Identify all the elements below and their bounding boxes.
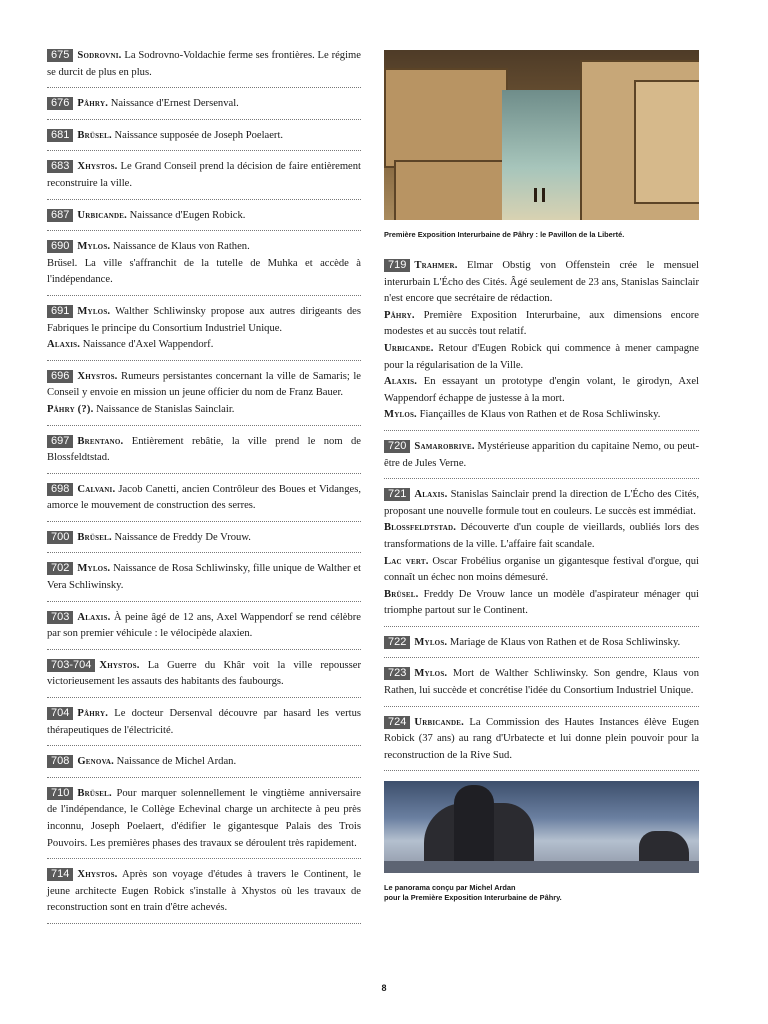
place-name: Brüsel. xyxy=(384,588,419,600)
place-name: Alaxis. xyxy=(384,376,418,388)
entry-text: Pour marquer solennellement le vingtième anniversaire de l'indépendance, le Collège Echevinal charge un architecte à peu près inconnu, Joseph Poelaert, d'édifier le gigantesque Palais des Trois Pouvoirs. Les premières phases des travaux se déroulent très rapidement. xyxy=(47,787,361,849)
entry-text: Découverte d'un couple de vieillards, oubliés lors des transformations de la ville. L'affaire fait scandale. xyxy=(384,522,699,550)
timeline-entry xyxy=(47,754,361,778)
entry-text: Jacob Canetti, ancien Contrôleur des Boues et Vidanges, amorce le mouvement de construction des serres. xyxy=(47,483,361,512)
place-name: Alaxis. xyxy=(414,489,448,501)
entry-line xyxy=(47,208,361,225)
entry-text: Mariage de Klaus von Rathen et de Rosa Schliwinsky. xyxy=(447,636,681,648)
entry-line xyxy=(47,128,361,145)
entry-text: Première Exposition Interurbaine, aux dimensions encore modestes et au succès tout relatif. xyxy=(384,309,699,338)
entry-line xyxy=(47,530,361,547)
entry-line xyxy=(384,587,699,620)
timeline-entry xyxy=(47,208,361,232)
place-name: Blossfeldtstad. xyxy=(384,522,457,534)
entry-line xyxy=(47,402,361,419)
pavilion-illustration xyxy=(384,50,699,220)
timeline-entry xyxy=(47,96,361,120)
entry-text: Après son voyage d'études à travers le Continent, le jeune architecte Eugen Robick s'installe à Xhystos où les travaux de reconstruction sont en train d'être achevés. xyxy=(47,869,361,914)
entry-text: Freddy De Vrouw lance un modèle d'aspirateur ménager qui triomphe partout sur le Continent. xyxy=(384,588,699,617)
place-name: Mylos. xyxy=(414,636,448,648)
place-name: Xhystos. xyxy=(99,659,140,671)
entry-line xyxy=(384,341,699,374)
timeline-entry xyxy=(47,530,361,554)
place-name: Alaxis. xyxy=(77,611,111,623)
entry-line xyxy=(384,635,699,652)
timeline-left-column xyxy=(47,48,361,932)
timeline-entry xyxy=(47,658,361,698)
entry-text: Naissance de Freddy De Vrouw. xyxy=(111,531,251,543)
entry-text: Elmar Obstig von Offenstein crée le mensuel interurbain L'Écho des Cités. Âgé seulement de 23 ans, Stanislas Sainclair n'est encore que secrétaire de rédaction. xyxy=(384,260,699,305)
entry-line xyxy=(47,754,361,771)
year-badge: 721 xyxy=(384,488,410,501)
entry-text: Naissance d'Ernest Dersenval. xyxy=(108,98,239,110)
year-badge: 675 xyxy=(47,49,73,62)
entry-text: Brüsel. La ville s'affranchit de la tutelle de Muhka et accède à l'indépendance. xyxy=(47,257,361,286)
entry-line xyxy=(47,867,361,917)
entry-line xyxy=(384,258,699,308)
entry-text: Mystérieuse apparition du capitaine Nemo, ou peut-être de Jules Verne. xyxy=(384,440,699,469)
entry-line xyxy=(384,554,699,587)
entry-line xyxy=(47,256,361,289)
year-badge: 700 xyxy=(47,531,73,544)
place-name: Alaxis. xyxy=(47,339,81,351)
place-name: Urbicande. xyxy=(77,209,127,221)
entry-line xyxy=(384,487,699,520)
entry-line xyxy=(384,715,699,765)
year-badge: 723 xyxy=(384,667,410,680)
entry-line xyxy=(47,786,361,852)
timeline-entry xyxy=(47,706,361,746)
year-badge: 690 xyxy=(47,240,73,253)
place-name: Pâhry. xyxy=(384,309,415,321)
entry-text: La Sodrovno-Voldachie ferme ses frontières. Le régime se durcit de plus en plus. xyxy=(47,50,361,78)
entry-text: Naissance de Rosa Schliwinsky, fille unique de Walther et Vera Schliwinsky. xyxy=(47,563,361,592)
entry-line xyxy=(47,706,361,739)
entry-text: À peine âgé de 12 ans, Axel Wappendorf se rend célèbre par son premier véhicule : le vélocipède alaxien. xyxy=(47,611,361,640)
entry-line xyxy=(47,434,361,467)
entry-text: Retour d'Eugen Robick qui commence à mener campagne pour la régularisation de la Ville. xyxy=(384,342,699,371)
year-badge: 676 xyxy=(47,97,73,110)
entry-text: Mort de Walther Schliwinsky. Son gendre, Klaus von Rathen, lui succède et concrétise l'idée du Consortium Industriel Unique. xyxy=(384,668,699,697)
place-name: Brüsel. xyxy=(77,787,112,799)
entry-line xyxy=(47,610,361,643)
place-name: Mylos. xyxy=(77,305,111,317)
place-name: Xhystos. xyxy=(77,161,118,173)
timeline-right-column xyxy=(384,48,699,921)
entry-line xyxy=(47,304,361,337)
year-badge: 697 xyxy=(47,435,73,448)
timeline-entry xyxy=(47,610,361,650)
place-name: Pâhry (?). xyxy=(47,403,94,415)
place-name: Brentano. xyxy=(77,435,124,447)
entry-text: Entièrement rebâtie, la ville prend le nom de Blossfeldtstad. xyxy=(47,435,361,464)
year-badge: 708 xyxy=(47,755,73,768)
entry-text: Naissance de Stanislas Sainclair. xyxy=(93,403,235,415)
year-badge: 724 xyxy=(384,716,410,729)
timeline-entry xyxy=(47,159,361,199)
timeline-entry xyxy=(47,786,361,859)
year-badge: 710 xyxy=(47,787,73,800)
timeline-entry xyxy=(47,239,361,296)
entry-text: Stanislas Sainclair prend la direction de L'Écho des Cités, proposant une nouvelle formule tout en couleurs. Le succès est immédiat. xyxy=(384,489,699,517)
entry-text: Le Grand Conseil prend la décision de faire entièrement reconstruire la ville. xyxy=(47,161,361,189)
entry-line xyxy=(384,520,699,553)
entry-text: Oscar Frobélius organise un gigantesque festival d'orgue, qui connaît un échec non moins démesuré. xyxy=(384,555,699,584)
panorama-caption: Le panorama conçu par Michel Ardan pour la Première Exposition Interurbaine de Pâhry. xyxy=(384,883,562,903)
year-badge: 681 xyxy=(47,129,73,142)
entry-line xyxy=(47,369,361,402)
year-badge: 722 xyxy=(384,636,410,649)
entry-text: Naissance d'Eugen Robick. xyxy=(127,209,246,221)
place-name: Xhystos. xyxy=(77,869,118,881)
place-name: Trahmer. xyxy=(414,260,458,271)
year-badge: 703 xyxy=(47,611,73,624)
year-badge: 719 xyxy=(384,259,410,272)
page-number: 8 xyxy=(381,983,387,993)
place-name: Genova. xyxy=(77,756,115,768)
entry-line xyxy=(47,561,361,594)
timeline-entry xyxy=(47,128,361,152)
entry-text: Walther Schliwinsky propose aux autres dirigeants des Fabriques le principe du Consortium Industriel Unique. xyxy=(47,305,361,334)
place-name: Calvani. xyxy=(77,483,116,495)
place-name: Sodrovni. xyxy=(77,50,122,61)
entry-line xyxy=(47,482,361,515)
year-badge: 696 xyxy=(47,370,73,383)
place-name: Urbicande. xyxy=(384,342,434,354)
entry-text: Le docteur Dersenval découvre par hasard les vertus thérapeutiques de l'électricité. xyxy=(47,708,361,736)
entry-text: Naissance de Klaus von Rathen. xyxy=(110,241,250,253)
entry-text: Rumeurs persistantes concernant la ville de Samaris; le Conseil y envoie en mission un jeune officier du nom de Franz Bauer. xyxy=(47,370,361,399)
entry-line xyxy=(384,374,699,407)
year-badge: 683 xyxy=(47,160,73,173)
timeline-entry xyxy=(47,434,361,474)
entry-text: La Commission des Hautes Instances élève Eugen Robick (37 ans) au rang d'Urbatecte et lui donne plein pouvoir pour la reconstruction de la Rive Sud. xyxy=(384,716,699,761)
year-badge: 691 xyxy=(47,305,73,318)
place-name: Pâhry. xyxy=(77,708,109,720)
entry-line xyxy=(47,658,361,691)
timeline-entry xyxy=(384,715,699,772)
year-badge: 720 xyxy=(384,440,410,453)
entry-text: En essayant un prototype d'engin volant, le girodyn, Axel Wappendorf échappe de justesse à la mort. xyxy=(384,376,699,404)
entry-line xyxy=(47,337,361,354)
year-badge: 714 xyxy=(47,868,73,881)
year-badge: 698 xyxy=(47,483,73,496)
place-name: Lac vert. xyxy=(384,555,429,567)
timeline-entry xyxy=(384,635,699,659)
timeline-entry xyxy=(384,666,699,706)
year-badge: 702 xyxy=(47,562,73,575)
entry-line xyxy=(384,308,699,341)
place-name: Xhystos. xyxy=(77,370,118,382)
timeline-entry xyxy=(384,487,699,627)
entry-line xyxy=(47,159,361,192)
timeline-entry xyxy=(47,304,361,361)
place-name: Pâhry. xyxy=(77,98,109,110)
entry-text: La Guerre du Khâr voit la ville repousser victorieusement les assauts des habitants des faubourgs. xyxy=(47,659,361,688)
timeline-entry xyxy=(384,258,699,431)
entry-text: Fiançailles de Klaus von Rathen et de Rosa Schliwinsky. xyxy=(416,409,661,421)
place-name: Mylos. xyxy=(77,563,111,575)
timeline-entry xyxy=(384,439,699,479)
entry-text: Naissance de Michel Ardan. xyxy=(114,756,237,768)
year-badge: 703-704 xyxy=(47,659,95,672)
place-name: Brüsel. xyxy=(77,129,112,141)
place-name: Mylos. xyxy=(384,409,417,421)
entry-line xyxy=(384,666,699,699)
place-name: Samarobrive. xyxy=(414,440,475,452)
entry-line xyxy=(47,239,361,256)
entry-line xyxy=(384,407,699,424)
timeline-entry xyxy=(47,561,361,601)
panorama-illustration xyxy=(384,781,699,873)
timeline-entry xyxy=(47,482,361,522)
entry-line xyxy=(47,96,361,113)
entry-line xyxy=(384,439,699,472)
entry-line xyxy=(47,48,361,81)
place-name: Mylos. xyxy=(414,668,448,680)
pavilion-caption: Première Exposition Interurbaine de Pâhry : le Pavillon de la Liberté. xyxy=(384,230,625,239)
place-name: Mylos. xyxy=(77,241,111,253)
year-badge: 687 xyxy=(47,209,73,222)
entry-text: Naissance supposée de Joseph Poelaert. xyxy=(111,129,284,141)
timeline-entry xyxy=(47,48,361,88)
entry-text: Naissance d'Axel Wappendorf. xyxy=(80,339,214,351)
timeline-entry xyxy=(47,867,361,924)
timeline-entry xyxy=(47,369,361,426)
place-name: Urbicande. xyxy=(414,716,464,728)
place-name: Brüsel. xyxy=(77,531,112,543)
year-badge: 704 xyxy=(47,707,73,720)
